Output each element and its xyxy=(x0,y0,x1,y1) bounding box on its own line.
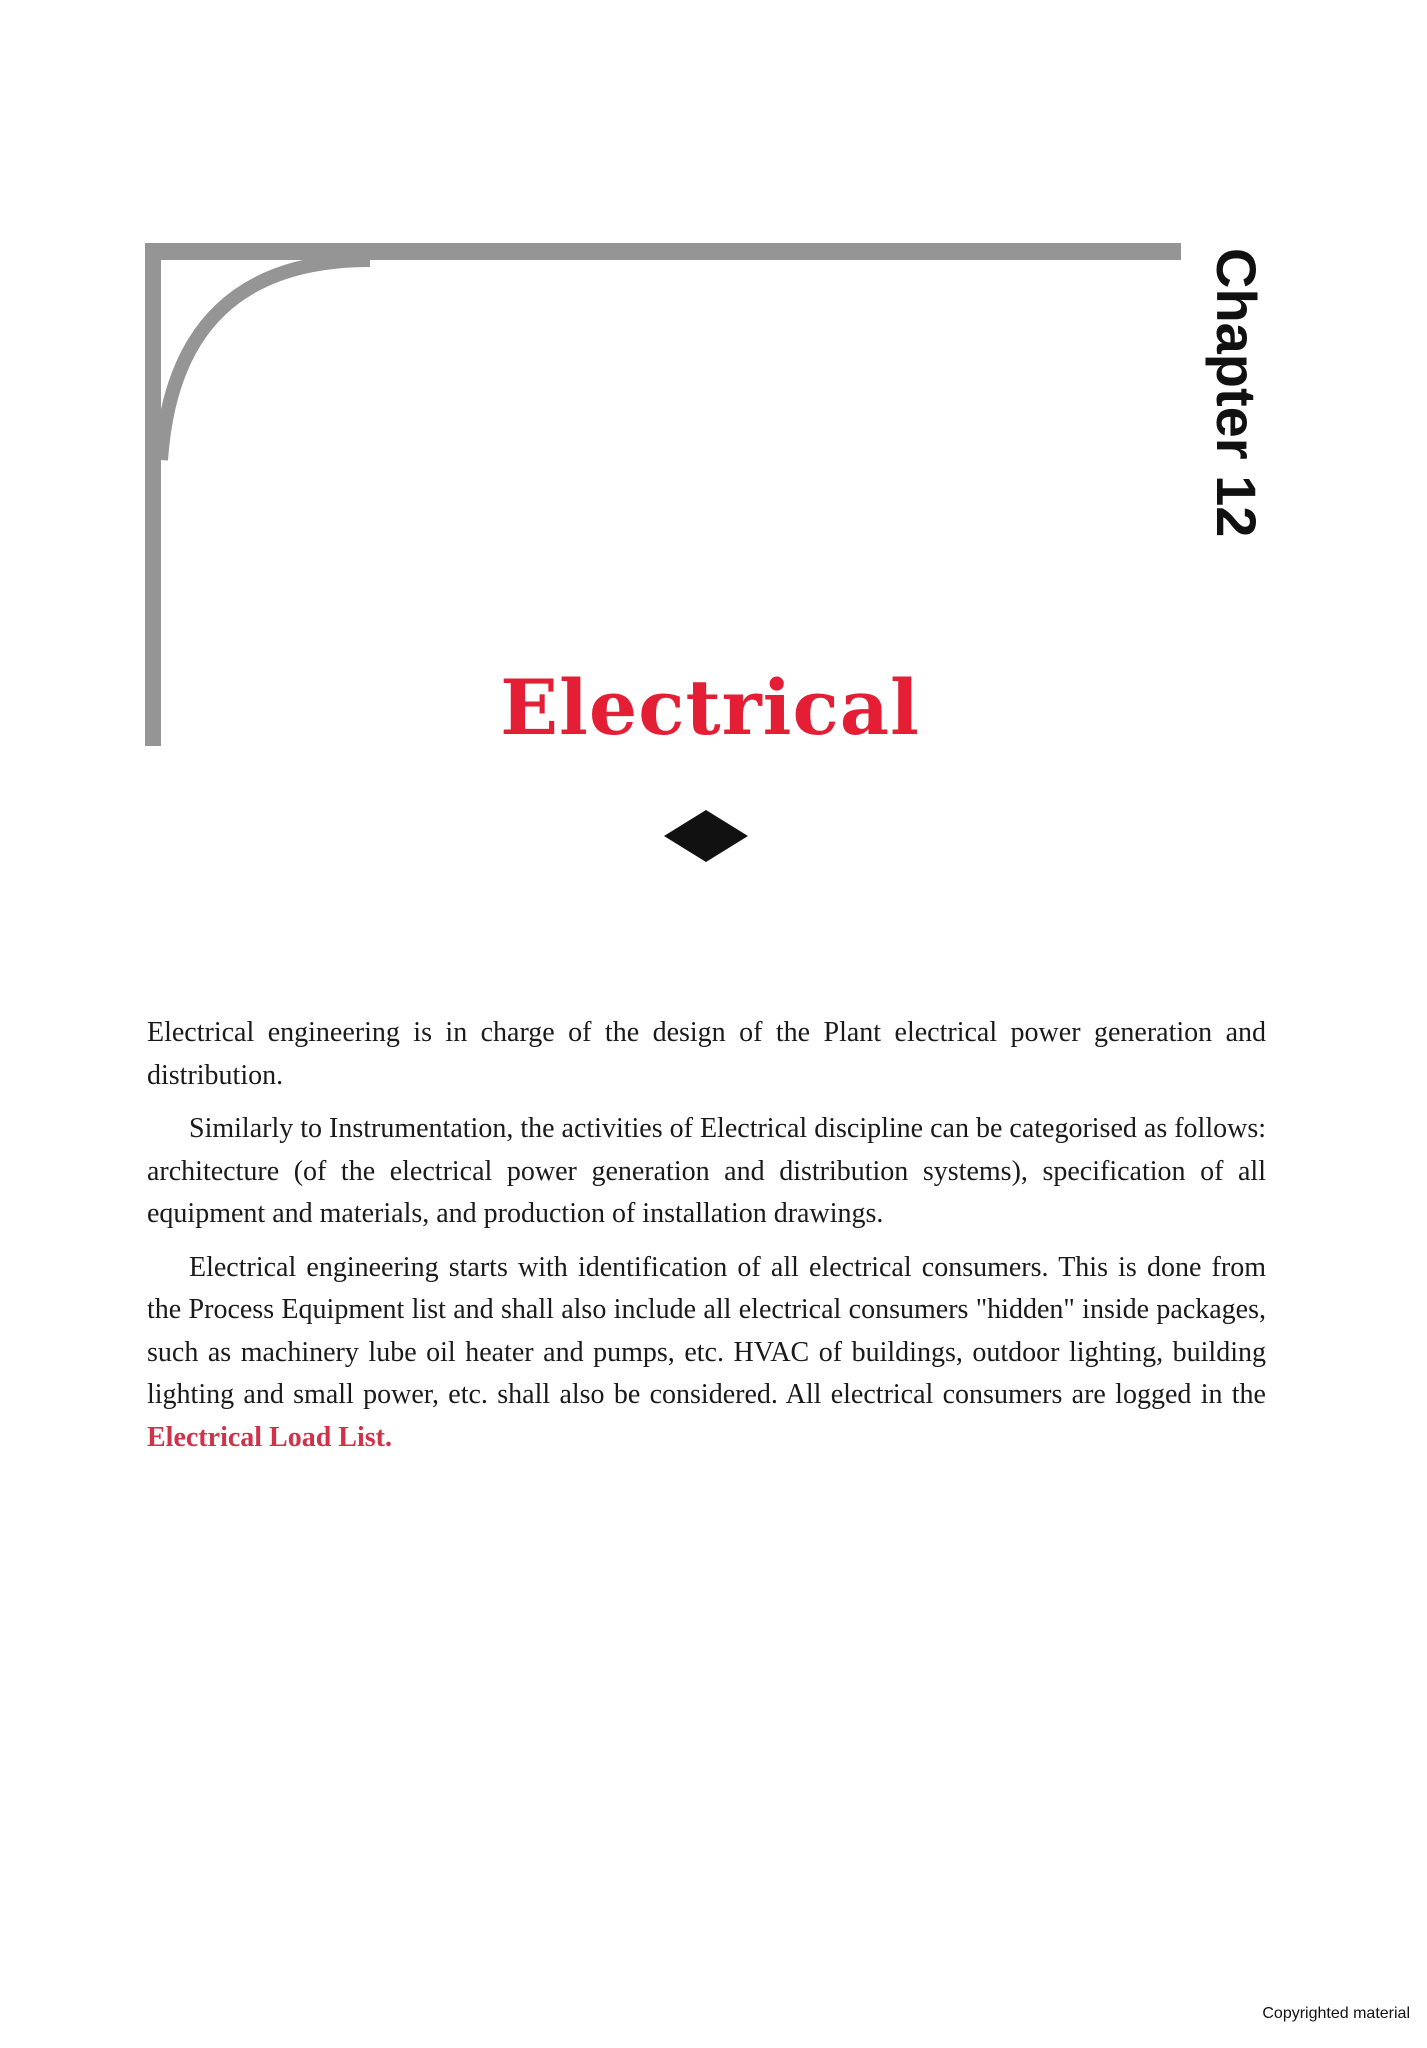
paragraph-intro: Electrical engineering is in charge of the design of the Plant electrical power generation and distribution. xyxy=(147,1017,1266,1091)
paragraph-consumers xyxy=(147,1247,1266,1460)
paragraph-activities: Similarly to Instrumentation, the activities of Electrical discipline can be categorised as follows: architecture (of the electrical power generation and distribution systems), specification of all equipment and materials, and production of installation drawings. xyxy=(147,1113,1266,1229)
paragraph-consumers-text: Electrical engineering starts with identification of all electrical consumers. This is done from the Process Equipment list and shall also include all electrical consumers "hidden" inside packages, such as machinery lube oil heater and pumps, etc. HVAC of buildings, outdoor lighting, building lighting and small power, etc. shall also be considered. All electrical consumers are logged in the xyxy=(147,1251,1266,1410)
copyright-notice: Copyrighted material xyxy=(1262,2005,1410,2022)
chapter-title: Electrical xyxy=(500,663,920,752)
electrical-load-list-reference: Electrical Load List. xyxy=(147,1421,392,1453)
diamond-ornament-icon xyxy=(662,808,750,864)
chapter-body xyxy=(147,1012,1266,1470)
chapter-number: Chapter 12 xyxy=(1205,248,1268,538)
